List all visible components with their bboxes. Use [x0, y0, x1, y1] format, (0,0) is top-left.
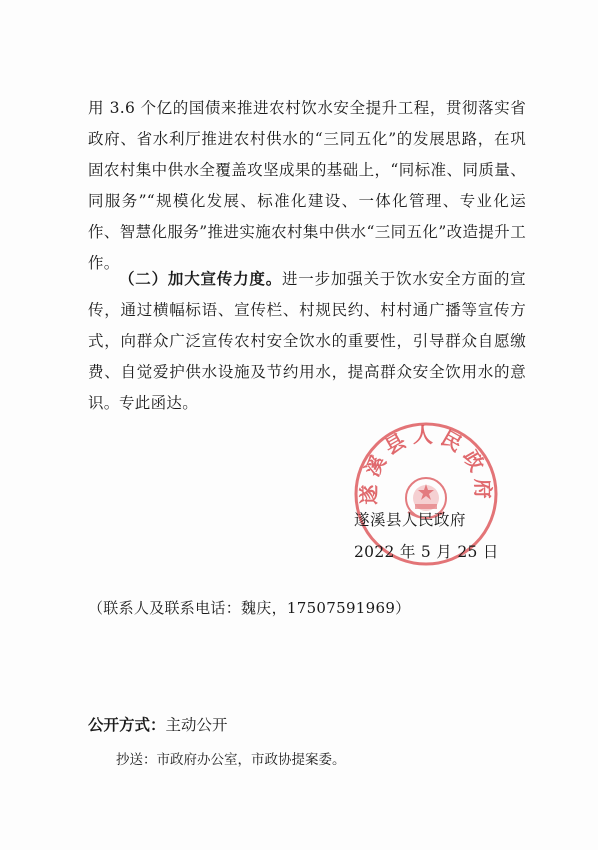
copy-to-line: 抄送：市政府办公室，市政协提案委。	[116, 752, 346, 768]
disclosure-label: 公开方式：	[88, 716, 166, 734]
contact-info: （联系人及联系电话：魏庆，17507591969）	[88, 599, 411, 617]
signing-organization: 遂溪县人民政府	[354, 511, 467, 529]
section-text: 进一步加强关于饮水安全方面的宣传，通过横幅标语、宣传栏、村规民约、村村通广播等宣传方式，向群众广泛宣传农村安全饮水的重要性，引导群众自愿缴费、自觉爱护供水设施及节约用水，提高群众安全饮用水的意识。	[88, 270, 526, 412]
body-paragraph-1: 用 3.6 个亿的国债来推进农村饮水安全提升工程，贯彻落实省政府、省水利厅推进农村供水的“三同五化”的发展思路，在巩固农村集中供水全覆盖攻坚成果的基础上，“同标准、同质量、同服务”“规模化发展、标准化建设、一体化管理、专业化运作、智慧化服务”推进实施农村集中供水“三同五化”改造提升工作。	[88, 99, 526, 272]
disclosure-value: 主动公开	[165, 716, 228, 734]
seal-text: 遂溪县人民政府	[356, 423, 496, 505]
closing-line: 专此函达。	[119, 394, 199, 412]
disclosure-method	[88, 713, 228, 735]
signing-date: 2022 年 5 月 25 日	[354, 543, 499, 561]
section-heading: （二）加大宣传力度。	[119, 270, 282, 288]
